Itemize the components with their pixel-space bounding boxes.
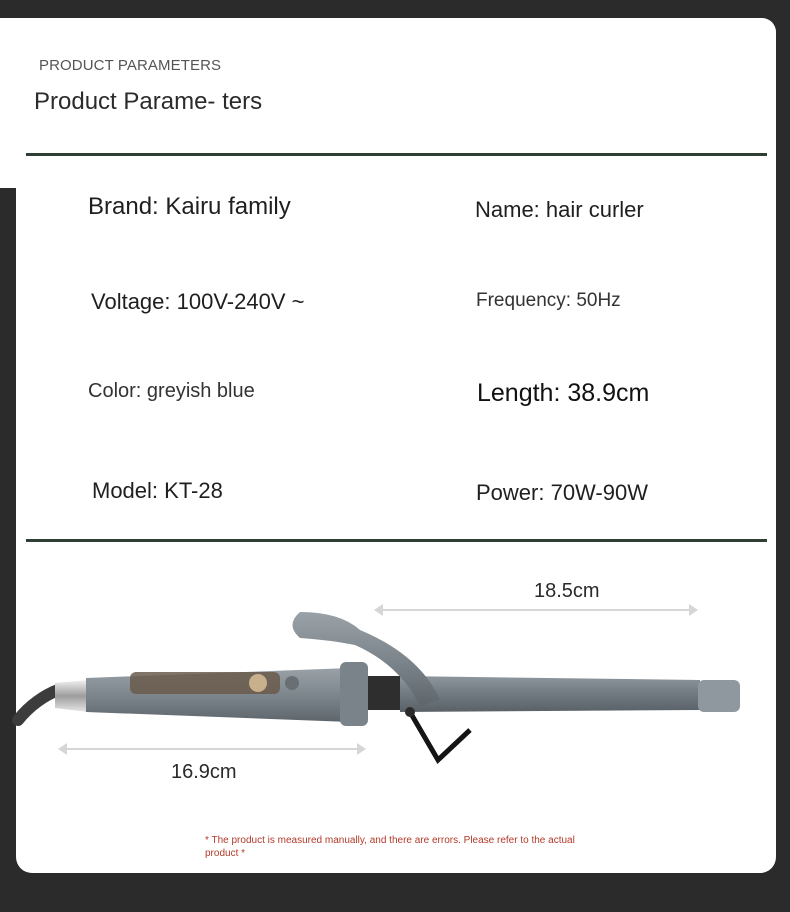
specs-divider — [26, 539, 767, 542]
spec-voltage: Voltage: 100V-240V ~ — [91, 289, 305, 314]
spec-name: Name: hair curler — [475, 197, 644, 222]
handle-collar — [340, 662, 368, 726]
barrel-dimension-label: 18.5cm — [534, 580, 600, 602]
spec-brand: Brand: Kairu family — [88, 193, 291, 220]
curling-barrel — [400, 676, 700, 712]
barrel-tip — [698, 680, 740, 712]
stand-wire — [410, 712, 470, 760]
section-eyebrow: PRODUCT PARAMETERS — [39, 57, 222, 74]
switch-icon — [285, 676, 299, 690]
spec-color: Color: greyish blue — [88, 380, 255, 402]
header-divider — [26, 153, 767, 156]
section-title: Product Parame- ters — [34, 88, 263, 115]
power-button — [249, 674, 267, 692]
measurement-note: * The product is measured manually, and there are errors. Please refer to the actual product * — [205, 835, 575, 859]
spec-power: Power: 70W-90W — [476, 480, 648, 505]
spec-length: Length: 38.9cm — [477, 379, 650, 407]
hair-curler-image — [0, 600, 790, 770]
spec-model: Model: KT-28 — [92, 478, 223, 503]
stand-pivot — [405, 707, 415, 717]
cord-ring — [55, 680, 88, 712]
spec-frequency: Frequency: 50Hz — [476, 290, 621, 311]
handle-dimension-label: 16.9cm — [171, 761, 237, 783]
power-cord — [18, 690, 58, 720]
